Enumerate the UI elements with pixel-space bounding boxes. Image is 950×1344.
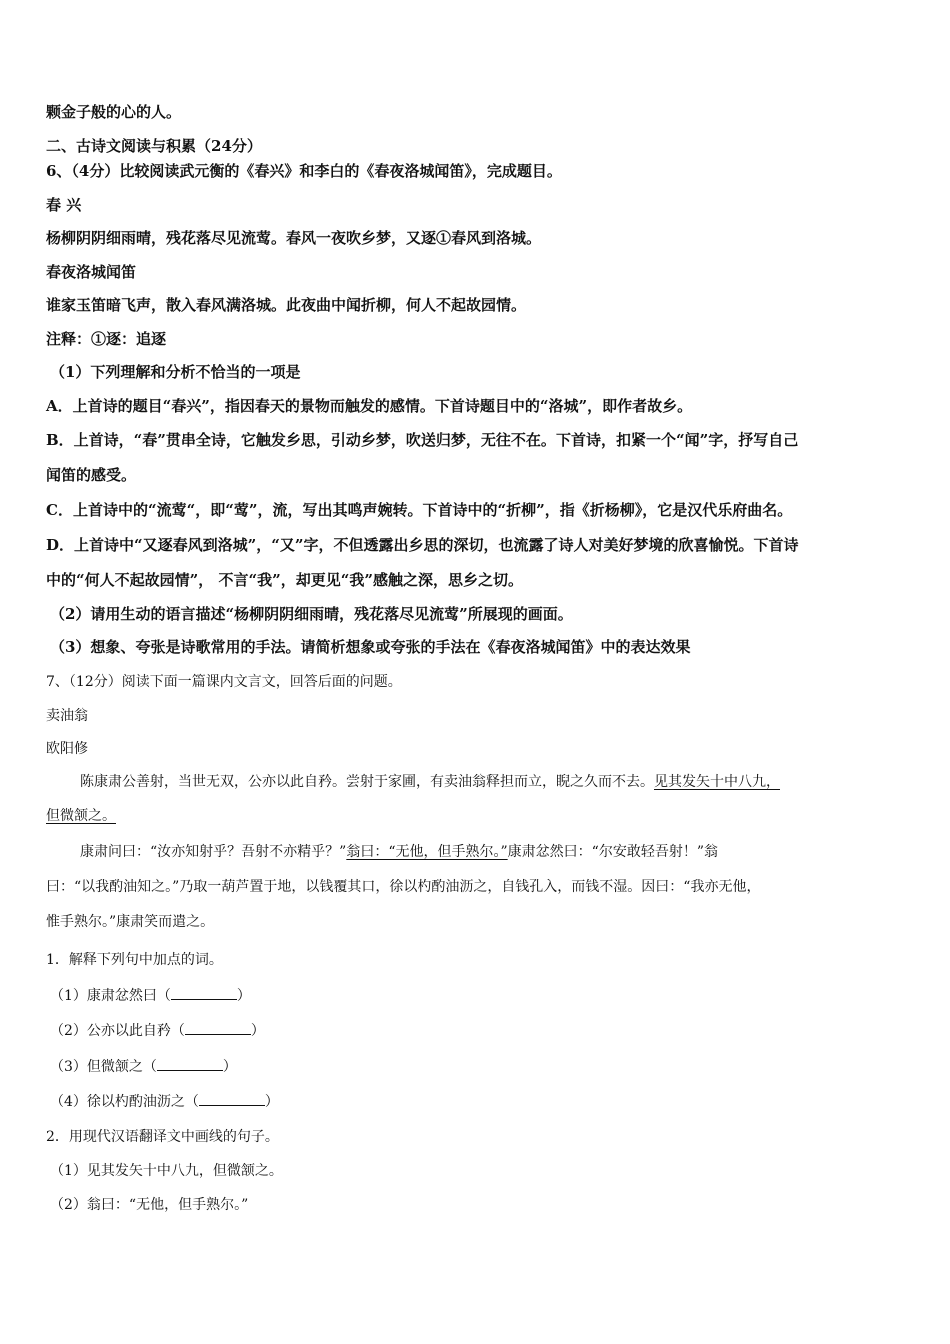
question-6-stem: 6、（4分）比较阅读武元衡的《春兴》和李白的《春夜洛城闻笛》，完成题目。 — [46, 162, 562, 180]
essay-author: 欧阳修 — [46, 741, 88, 757]
section-heading: 二、古诗文阅读与积累（24分） — [46, 137, 262, 155]
exercise-1-item — [50, 1020, 908, 1041]
poem-1-text: 杨柳阴阴细雨晴，残花落尽见流莺。春风一夜吹乡梦，又逐①春风到洛城。 — [46, 229, 542, 247]
exercise-1-item — [50, 1091, 908, 1112]
exercise-2-item: （1）见其发矢十中八九，但微颔之。 — [50, 1163, 283, 1179]
answer-blank[interactable] — [157, 1056, 223, 1071]
essay-paragraph-1-cont — [46, 806, 908, 826]
poem-2-title: 春夜洛城闻笛 — [46, 263, 137, 281]
sub-question-2: （2）请用生动的语言描述“杨柳阴阴细雨晴，残花落尽见流莺”所展现的画面。 — [50, 605, 573, 623]
essay-title: 卖油翁 — [46, 708, 88, 724]
essay-paragraph-2-end: 惟手熟尔。”康肃笑而遣之。 — [46, 914, 215, 930]
option-b: B．上首诗，“春”贯串全诗，它触发乡思，引动乡梦，吹送归梦，无往不在。下首诗，扣紧一个“闻”字，抒写自己 — [46, 431, 799, 449]
option-d-cont: 中的“何人不起故园情”， 不言“我”，却更见“我”感触之深，思乡之切。 — [46, 571, 523, 589]
annotation-note: 注释：①逐：追逐 — [46, 330, 167, 348]
poem-1-title: 春 兴 — [46, 196, 82, 214]
option-a: A．上首诗的题目“春兴”，指因春天的景物而触发的感情。下首诗题目中的“洛城”，即作者故乡。 — [46, 397, 693, 415]
question-7-stem: 7、（12分）阅读下面一篇课内文言文，回答后面的问题。 — [46, 674, 402, 690]
poem-2-text: 谁家玉笛暗飞声，散入春风满洛城。此夜曲中闻折柳，何人不起故园情。 — [46, 296, 527, 314]
item-text: （1）康肃忿然曰（ — [50, 988, 171, 1004]
option-d: D．上首诗中“又逐春风到洛城”，“又”字，不但透露出乡思的深切，也流露了诗人对美好梦境的欣喜愉悦。下首诗 — [46, 536, 799, 554]
exercise-1-stem: 1．解释下列句中加点的词。 — [46, 952, 223, 968]
exercise-2-stem: 2．用现代汉语翻译文中画线的句子。 — [46, 1129, 279, 1145]
underlined-sentence: 见其发矢十中八九， — [654, 774, 780, 790]
item-text: （2）公亦以此自矜（ — [50, 1023, 185, 1039]
answer-blank[interactable] — [171, 985, 237, 1000]
item-text: ） — [236, 988, 251, 1004]
item-text: （4）徐以杓酌油沥之（ — [50, 1094, 199, 1110]
underlined-sentence: 翁曰：“无他，但手熟尔。” — [346, 844, 508, 860]
sub-question-1: （1）下列理解和分析不恰当的一项是 — [50, 363, 301, 381]
exercise-1-item — [50, 1056, 908, 1077]
option-b-cont: 闻笛的感受。 — [46, 466, 137, 484]
essay-text: 陈康肃公善射，当世无双，公亦以此自矜。尝射于家圃，有卖油翁释担而立，睨之久而不去。 — [80, 774, 654, 790]
exercise-2-item: （2）翁曰：“无他，但手熟尔。” — [50, 1197, 249, 1213]
item-text: ） — [264, 1094, 279, 1110]
sub-question-3: （3）想象、夸张是诗歌常用的手法。请简析想象或夸张的手法在《春夜洛城闻笛》中的表达效果 — [50, 638, 691, 656]
essay-text: 康肃问曰：“汝亦知射乎？吾射不亦精乎？” — [80, 844, 347, 860]
option-c: C．上首诗中的“流莺“，即“莺”，流，写出其鸣声婉转。下首诗中的“折柳”，指《折杨柳》，它是汉代乐府曲名。 — [46, 501, 793, 519]
exercise-1-item — [50, 985, 908, 1006]
item-text: ） — [250, 1023, 265, 1039]
underlined-sentence: 但微颔之。 — [46, 808, 116, 824]
item-text: （3）但微颔之（ — [50, 1059, 157, 1075]
essay-paragraph-2-cont: 曰：“以我酌油知之。”乃取一葫芦置于地，以钱覆其口，徐以杓酌油沥之，自钱孔入，而钱不湿。因曰：“我亦无他， — [46, 879, 761, 895]
essay-paragraph-1 — [80, 772, 908, 792]
answer-blank[interactable] — [199, 1091, 265, 1106]
essay-paragraph-2 — [80, 842, 908, 862]
item-text: ） — [222, 1059, 237, 1075]
answer-blank[interactable] — [185, 1020, 251, 1035]
text-line: 颗金子般的心的人。 — [46, 103, 182, 121]
essay-text: 康肃忿然曰：“尔安敢轻吾射！”翁 — [507, 844, 718, 860]
